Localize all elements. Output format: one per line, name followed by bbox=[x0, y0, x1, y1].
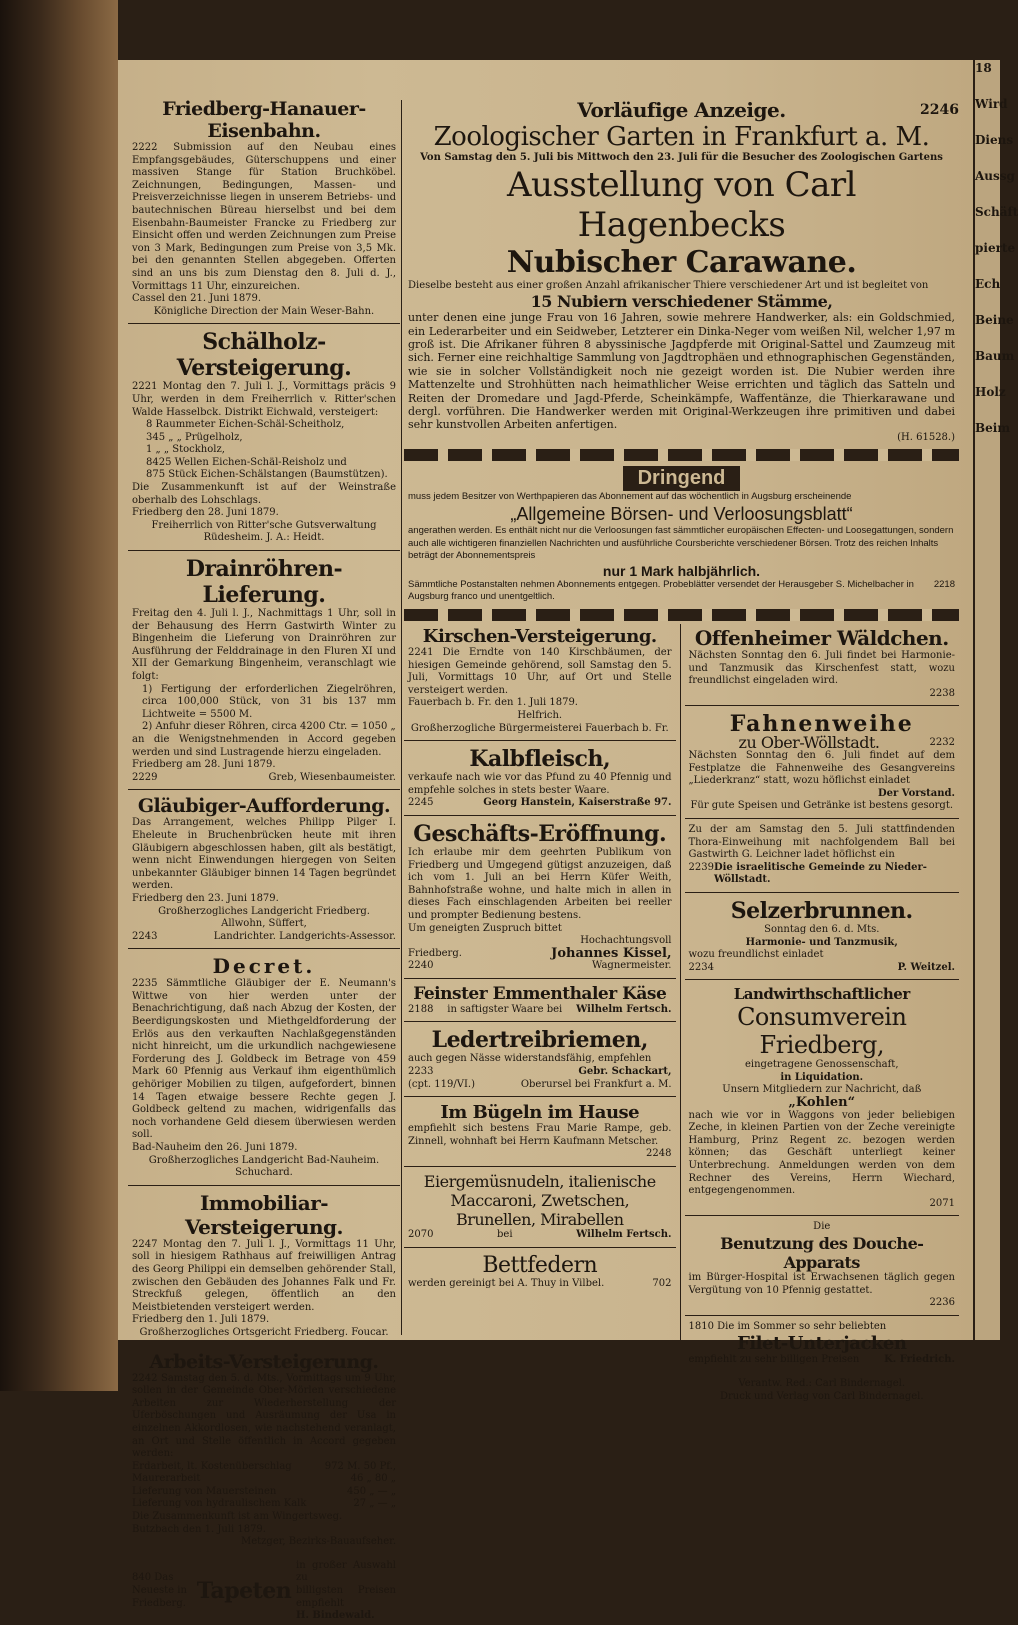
imprint bbox=[685, 1376, 960, 1405]
ad-line: werden gereinigt bei A. Thuy in Vilbel. bbox=[408, 1277, 605, 1289]
ad-title: Geschäfts-Eröffnung. bbox=[413, 820, 667, 847]
cost-label: Maurerarbeit bbox=[132, 1473, 201, 1485]
signature-row bbox=[689, 1354, 956, 1367]
ad-offenheimer bbox=[685, 624, 960, 702]
ad-place: Cassel den 21. Juni 1879. bbox=[132, 293, 262, 305]
signature-row bbox=[689, 962, 956, 975]
ad-tapeten bbox=[128, 1558, 400, 1625]
divider bbox=[404, 1096, 676, 1097]
ad-place: Friedberg den 28. Juni 1879. bbox=[132, 507, 279, 519]
ad-body: empfiehlt sich bestens Frau Marie Rampe, geb. Zinnell, wohnhaft bei Herrn Kaufmann Metscher. bbox=[408, 1123, 672, 1147]
ad-title: Feinster Emmenthaler Käse bbox=[413, 983, 667, 1004]
ad-number: 2218 bbox=[933, 578, 955, 590]
ad-title: Eiergemüsnudeln, italienische bbox=[423, 1172, 656, 1192]
ad-signature: Oberursel bei Frankfurt a. M. bbox=[520, 1078, 672, 1090]
ad-signature: Landrichter. Landgerichts-Assessor. bbox=[213, 930, 396, 942]
ad-pretitle: Vorläufige Anzeige. bbox=[577, 98, 786, 122]
ad-body: nach wie vor in Waggons von jeder beliebigen Zeche, in kleinen Partien von der Zeche vereinigte Hamburg, Prinz Regent zc. bezogen werden können; das Geschäft unterliegt keiner Unterbrechung. Anmeldungen werden von dem Rechner des Vereins, Herrn Wiechard, entgegengenommen. bbox=[688, 1109, 955, 1197]
ad-thora bbox=[685, 822, 960, 889]
ad-selzer bbox=[685, 896, 960, 976]
ad-body: 2247 Montag den 7. Juli l. J., Vormittags 11 Uhr, soll in hiesigem Rathhaus auf freiwilligen Antrag des Georg Philippi ein demselben gehörender Stall, zwischen den Gebäuden des Johannes Falk und Fr. Streckfuß gelegen, öffentlich an den Meistbietenden versteigert werden. bbox=[132, 1238, 396, 1313]
ad-subtitle: zu Ober-Wöllstadt. bbox=[738, 733, 880, 753]
ad-title: Kirschen-Versteigerung. bbox=[422, 626, 657, 647]
adjacent-page-fragment: Baum bbox=[975, 349, 1015, 363]
ad-line: Um geneigten Zuspruch bittet bbox=[408, 922, 562, 934]
imprint-editor: Verantw. Red.: Carl Bindernagel. bbox=[738, 1377, 906, 1389]
list-item: 1) Fertigung der erforderlichen Ziegelröhren, circa 100,000 Stück, von 31 bis 137 mm Lichtweite = 5500 M. bbox=[142, 683, 396, 720]
adjacent-page-fragment: Holz bbox=[975, 385, 1006, 399]
ad-schaelholz bbox=[128, 327, 400, 547]
ad-title: Schälholz-Versteigerung. bbox=[176, 329, 352, 382]
list-item: 8 Raummeter Eichen-Schäl-Scheitholz, bbox=[146, 419, 345, 431]
ad-line: Unsern Mitgliedern zur Nachricht, daß bbox=[722, 1084, 922, 1096]
ad-pretitle: Landwirthschaftlicher bbox=[733, 985, 910, 1004]
ad-line: in Liquidation. bbox=[780, 1071, 864, 1083]
ad-title: Consumverein Friedberg, bbox=[737, 1003, 907, 1060]
ad-glaeubiger bbox=[128, 793, 400, 945]
ad-line: empfiehlt zu sehr billigen Preisen bbox=[688, 1354, 860, 1366]
signature-row bbox=[408, 1278, 672, 1291]
adjacent-page-fragment: Beim bbox=[975, 421, 1011, 435]
sub-column-right bbox=[681, 624, 960, 1405]
signature-row bbox=[408, 579, 955, 604]
ad-signature: Der Vorstand. bbox=[877, 787, 955, 799]
ad-title: Maccaroni, Zwetschen, bbox=[450, 1191, 630, 1211]
ad-title: Kalbfleisch, bbox=[469, 746, 611, 773]
ad-body: 2222 Submission auf den Neubau eines Empfangsgebäudes, Güterschuppens und einer massiven Stange für Station Bruchköbel. Zeichnungen, Bedingungen, Massen- und Preisverzeichnisse liegen in unserem Betriebs- und bautechnischen Büreau hierselbst und bei dem Eisenbahn-Baumeister Francke zu Friedberg zur Einsicht offen und werden Zeichnungen zum Preise von 3 Mark, Bedingungen zum Preise von 3,5 Mk. bei den genannten Stellen abgegeben. Offerten sind an uns bis zum Dienstag den 8. Juli d. J., Vormittags 11 Uhr, einzureichen. bbox=[132, 142, 396, 292]
book-binding bbox=[0, 0, 118, 1391]
ad-place: Bad-Nauheim den 26. Juni 1879. bbox=[132, 1142, 298, 1153]
signature-row bbox=[408, 945, 672, 961]
signature-row bbox=[689, 862, 956, 887]
list-item: 8425 Wellen Eichen-Schäl-Reisholz und bbox=[146, 456, 347, 468]
left-column bbox=[128, 96, 400, 1625]
ad-title: Bettfedern bbox=[482, 1252, 598, 1278]
ad-line: billigsten Preisen empfiehlt bbox=[296, 1585, 396, 1609]
ad-signature: Großherzogliches Landgericht Bad-Nauheim. Schuchard. bbox=[148, 1154, 380, 1179]
ad-kaese bbox=[404, 982, 676, 1019]
ad-body: muss jedem Besitzer von Werthpapieren das Abonnement auf das wöchentlich in Augsburg erscheinende bbox=[408, 491, 852, 503]
ad-immobiliar bbox=[128, 1189, 400, 1342]
ad-body: Für gute Speisen und Getränke ist bestens gesorgt. bbox=[690, 800, 954, 812]
signature-row bbox=[408, 1229, 672, 1242]
column-rule bbox=[401, 100, 402, 1335]
cost-row bbox=[132, 1486, 396, 1499]
ad-title2: Ausstellung von Carl Hagenbecks bbox=[506, 164, 857, 245]
ad-suffix bbox=[296, 1560, 396, 1623]
divider bbox=[685, 979, 960, 980]
ad-signature: Freiherrlich von Ritter'sche Gutsverwaltung Rüdesheim. J. A.: Heidt. bbox=[151, 519, 377, 544]
title-row bbox=[689, 733, 956, 753]
ad-body: Nächsten Sonntag den 6. Juli findet bei Harmonie- und Tanzmusik das Kirschenfest statt, wozu freundlichst eingeladen wird. bbox=[688, 650, 955, 687]
ad-body: an die Wenigstnehmenden in Accord gegeben werden und sind Lustragende hierzu eingeladen. bbox=[132, 733, 396, 758]
ad-title3: Nubischer Carawane. bbox=[506, 244, 857, 280]
ad-line: Hochachtungsvoll bbox=[580, 935, 672, 947]
ad-title: Offenheimer Wäldchen. bbox=[694, 626, 949, 650]
ad-body: Dieselbe besteht aus einer großen Anzahl afrikanischer Thiere verschiedener Art und ist begleitet von bbox=[408, 279, 929, 291]
divider bbox=[128, 948, 400, 949]
ad-number: 2229 bbox=[132, 771, 158, 783]
ad-line: in saftigster Waare bei bbox=[447, 1003, 563, 1015]
ad-number: 2238 bbox=[929, 687, 955, 699]
ad-signature: Königliche Direction der Main Weser-Bahn. bbox=[153, 305, 375, 317]
ad-body: angerathen werden. Es enthält nicht nur die Verloosungen fast sämmtlicher europäischen Effecten- und Loosegattungen, sondern auch alle wichtigeren finanziellen Nachrichten und ausführliche Coursberichte verschiedener Börsen. Trotz des reichen Inhalts beträgt der Abonnementspreis bbox=[408, 525, 954, 562]
cost-value: 27 „ — „ bbox=[353, 1498, 396, 1510]
ad-title: Arbeits-Versteigerung. bbox=[149, 1350, 379, 1373]
ad-number: 2245 bbox=[408, 797, 434, 809]
newspaper-page bbox=[118, 60, 973, 1622]
ad-title: Benutzung des Douche-Apparats bbox=[720, 1234, 924, 1272]
ad-signature: Wilhelm Fertsch. bbox=[576, 1003, 672, 1015]
ad-consumverein bbox=[685, 983, 960, 1212]
ad-title: Selzerbrunnen. bbox=[730, 897, 913, 924]
ad-number: 2240 bbox=[408, 960, 434, 972]
ad-signature: Wagnermeister. bbox=[592, 960, 672, 972]
ad-body: 2235 Sämmtliche Gläubiger der E. Neumann's Wittwe von hier werden unter der Benachrichtigung, daß nach Abzug der Kosten, der Beerdigungskosten und Miethgeldforderung der Erlös aus den verkauften Nachlaßgegenständen nicht hinreicht, um die urkundlich nachgewiesene Forderung des J. Goldbeck im Betrage von 459 Mark 60 Pfennig aus Verkauf ihm eigenthümlich gehöriger Mobilien zu tilgen, aufgefordert, binnen 14 Tagen etwaige bessere Rechte gegen J. Goldbeck geltend zu machen, widrigenfalls das noch vorhandene Geld diesem überwiesen werden soll. bbox=[132, 978, 396, 1141]
ad-body: Zu der am Samstag den 5. Juli stattfindenden Thora-Einweihung mit nachfolgendem Ball bei Gastwirth G. Leichner ladet höflichst ein bbox=[688, 823, 955, 861]
ad-place: Fauerbach b. Fr. den 1. Juli 1879. bbox=[408, 697, 578, 709]
ad-number: 2188 bbox=[408, 1003, 434, 1015]
signature-row bbox=[408, 1079, 672, 1092]
ad-fahnenweihe bbox=[685, 709, 960, 815]
ad-title: Brunellen, Mirabellen bbox=[455, 1210, 624, 1230]
adjacent-page-edge bbox=[975, 60, 1018, 1340]
cost-value: 972 M. 50 Pf., bbox=[324, 1460, 396, 1472]
ad-pretitle: Die bbox=[813, 1221, 831, 1233]
ad-place: Friedberg am 28. Juni 1879. bbox=[132, 759, 276, 771]
ad-line: Sonntag den 6. d. Mts. bbox=[764, 923, 880, 935]
ad-signature: Großherzogliches Ortsgericht Friedberg. Foucar. bbox=[139, 1326, 389, 1338]
ad-signature: Großherzogliches Landgericht Friedberg. bbox=[158, 905, 370, 917]
signature-row bbox=[132, 931, 396, 944]
signature-row bbox=[132, 772, 396, 785]
ad-line: in großer Auswahl zu bbox=[296, 1559, 396, 1584]
ad-signature: P. Weitzel. bbox=[897, 961, 955, 973]
ad-body: Sämmtliche Postanstalten nehmen Abonnements entgegen. Probeblätter versendet der Herausgeber S. Michelbacher in Augsburg franco und unentgeltlich. bbox=[408, 578, 914, 603]
ad-number: 2234 bbox=[688, 961, 714, 973]
imprint-publisher: Druck und Verlag von Carl Bindernagel. bbox=[719, 1390, 924, 1402]
ad-code: (H. 61528.) bbox=[897, 431, 955, 443]
ad-body: Ich erlaube mir dem geehrten Publikum von Friedberg und Umgegend gütigst anzuzeigen, daß ich vom 1. Juli an bei Herrn Küfer Weith, Bahnhofstraße wohne, und halte mich in allen in dieses Fach einschlagenden Arbeiten bei reeller und prompter Bedienung bestens. bbox=[408, 846, 672, 921]
ad-signature: Großherzogliche Bürgermeisterei Fauerbach b. Fr. bbox=[410, 722, 669, 734]
divider bbox=[685, 1215, 960, 1216]
ad-signature: K. Friedrich. bbox=[884, 1354, 955, 1366]
adjacent-page-fragment: Diens bbox=[975, 133, 1014, 147]
adjacent-page-fragment: Schäft bbox=[975, 205, 1018, 219]
ad-number: 702 bbox=[652, 1277, 672, 1289]
ad-title: Dringend bbox=[623, 466, 741, 491]
ad-place: Friedberg. bbox=[132, 1597, 186, 1609]
ad-number: 2233 bbox=[408, 1066, 434, 1078]
divider bbox=[685, 818, 960, 819]
ad-body: Die Zusammenkunft ist am Wingertsweg. bbox=[132, 1511, 343, 1523]
cost-label: Lieferung von hydraulischem Kalk bbox=[132, 1498, 307, 1510]
ad-signature: Greb, Wiesenbaumeister. bbox=[268, 771, 396, 783]
list-item: 875 Stück Eichen-Schälstangen (Baumstützen). bbox=[146, 469, 388, 481]
ad-price: nur 1 Mark halbjährlich. bbox=[602, 562, 761, 579]
ad-douche bbox=[685, 1219, 960, 1311]
divider bbox=[128, 1345, 400, 1346]
ad-line: auch gegen Nässe widerstandsfähig, empfehlen bbox=[408, 1053, 652, 1065]
ad-highlight: 15 Nubiern verschiedener Stämme, bbox=[530, 292, 833, 312]
ad-title: Tapeten bbox=[196, 1578, 292, 1605]
right-column bbox=[404, 96, 959, 1405]
cost-value: 46 „ 80 „ bbox=[350, 1473, 396, 1485]
ad-drainroehren bbox=[128, 554, 400, 786]
ad-number: 2243 bbox=[132, 930, 158, 942]
cost-row bbox=[132, 1473, 396, 1486]
adjacent-page-fragment: 18 bbox=[975, 61, 992, 75]
ad-line: bei bbox=[497, 1229, 513, 1241]
ad-title: Filet-Unterjacken bbox=[737, 1333, 907, 1355]
divider bbox=[128, 323, 400, 324]
adjacent-page-fragment: Aussg bbox=[975, 169, 1015, 183]
ad-line: Harmonie- und Tanzmusik, bbox=[745, 936, 898, 948]
ad-title: Drainröhren-Lieferung. bbox=[185, 556, 343, 609]
sub-columns bbox=[404, 624, 959, 1405]
ad-body: verkaufe nach wie vor das Pfund zu 40 Pfennig und empfehle solches in stets bester Waare. bbox=[408, 772, 672, 796]
ad-line: eingetragene Genossenschaft, bbox=[744, 1059, 899, 1071]
divider bbox=[128, 1554, 400, 1555]
divider bbox=[404, 1247, 676, 1248]
ad-kalbfleisch bbox=[404, 744, 676, 812]
ad-geschaeft bbox=[404, 819, 676, 975]
ad-title: Gläubiger-Aufforderung. bbox=[137, 795, 391, 818]
adjacent-page-fragment: Beine bbox=[975, 313, 1014, 327]
divider bbox=[128, 789, 400, 790]
ad-body: Die Zusammenkunft ist auf der Weinstraße oberhalb des Lohschlags. bbox=[132, 482, 396, 506]
ad-name: „Allgemeine Börsen- und Verloosungsblatt“ bbox=[510, 504, 853, 525]
ad-signature: Wilhelm Fertsch. bbox=[576, 1229, 672, 1241]
ad-line: „Kohlen“ bbox=[788, 1095, 856, 1111]
divider bbox=[685, 705, 960, 706]
ad-signature: Die israelitische Gemeinde zu Nieder-Wöllstadt. bbox=[713, 861, 927, 886]
ad-filet bbox=[685, 1319, 960, 1369]
ad-prefix bbox=[132, 1572, 192, 1610]
ad-title: Friedberg-Hanauer-Eisenbahn. bbox=[162, 98, 366, 142]
ad-zoo bbox=[404, 96, 959, 446]
adjacent-page-fragment: Ech bbox=[975, 277, 1001, 291]
signature-row bbox=[408, 960, 672, 973]
ad-number: 2232 bbox=[929, 737, 955, 749]
divider bbox=[404, 815, 676, 816]
divider bbox=[685, 1372, 960, 1373]
ad-title: Fahnenweihe bbox=[729, 711, 914, 738]
ad-leder bbox=[404, 1025, 676, 1093]
ad-number: 2070 bbox=[408, 1229, 434, 1241]
list-item: 2) Anfuhr dieser Röhren, circa 4200 Ctr. = 1050 „ bbox=[142, 721, 396, 733]
ad-signature: Johannes Kissel, bbox=[551, 945, 672, 961]
ad-bettfedern bbox=[404, 1251, 676, 1293]
ad-body: 2221 Montag den 7. Juli l. J., Vormittags präcis 9 Uhr, werden in dem Freiherrlich v. Ritter'schen Walde Hasselbck. Distrikt Eichwald, versteigert: bbox=[132, 381, 396, 418]
banner-border bbox=[404, 449, 959, 461]
signature-row bbox=[408, 1004, 672, 1017]
ad-line: 1810 Die im Sommer so sehr beliebten bbox=[688, 1320, 887, 1332]
ad-boersenblatt bbox=[404, 464, 959, 606]
ad-title: Immobiliar-Versteigerung. bbox=[184, 1190, 344, 1239]
divider bbox=[685, 892, 960, 893]
ad-body: Das Arrangement, welches Philipp Pilger I. Eheleute in Bruchenbrücken heute mit ihren Gläubigern abgeschlossen haben, gilt als bestätigt, wenn nicht Einwendungen hiergegen von Seiten unbekannter Gläubiger binnen 14 Tagen begründet werden. bbox=[132, 817, 396, 892]
ad-title: Im Bügeln im Hause bbox=[440, 1102, 640, 1124]
ad-line: Neueste in bbox=[132, 1585, 187, 1597]
ad-body: 2242 Samstag den 5. d. Mts., Vormittags um 9 Uhr, sollen in der Gemeinde Ober-Mörlen verschiedene Arbeiten zur Wiederherstellung der Uferböschungen und Ausräumung der Usa in einzelnen Akkordlosen, wie nachstehend veranlagt, an Ort und Stelle öffentlich in Accord gegeben werden: bbox=[132, 1372, 396, 1460]
signature-row bbox=[408, 1066, 672, 1079]
adjacent-page-fragment: pierte bbox=[975, 241, 1016, 255]
ad-line: wozu freundlichst einladet bbox=[688, 949, 824, 961]
ad-eisenbahn bbox=[128, 96, 400, 320]
ad-nudeln bbox=[404, 1170, 676, 1244]
ad-signature: H. Bindewald. bbox=[296, 1610, 375, 1622]
ad-decret bbox=[128, 952, 400, 1182]
ad-title: Zoologischer Garten in Frankfurt a. M. bbox=[433, 122, 930, 152]
ad-signature: Georg Hanstein, Kaiserstraße 97. bbox=[483, 797, 672, 809]
ad-body: 2241 Die Erndte von 140 Kirschbäumen, der hiesigen Gemeinde gehörend, soll Samstag den 5. Juli, Vormittags 10 Uhr, auf Ort und Stelle versteigert werden. bbox=[408, 647, 672, 696]
ad-arbeits bbox=[128, 1349, 400, 1551]
divider bbox=[404, 740, 676, 741]
cost-value: 450 „ — „ bbox=[347, 1485, 396, 1497]
ad-place: Butzbach den 1. Juli 1879. bbox=[132, 1523, 266, 1535]
ad-place: Friedberg den 1. Juli 1879. bbox=[132, 1314, 270, 1326]
ad-title: Ledertreibriemen, bbox=[431, 1027, 648, 1054]
ad-number: 2236 bbox=[929, 1297, 955, 1309]
ad-signature: Metzger, Bezirks-Bauaufseher. bbox=[240, 1536, 396, 1548]
divider bbox=[404, 1021, 676, 1022]
banner-border bbox=[404, 609, 959, 621]
ad-signature: Gebr. Schackart, bbox=[578, 1066, 672, 1078]
cost-row bbox=[132, 1498, 396, 1511]
ad-place: Friedberg den 23. Juni 1879. bbox=[132, 892, 279, 904]
ad-number: 840 Das bbox=[132, 1572, 174, 1584]
ad-code: (cpt. 119/VI.) bbox=[408, 1078, 475, 1090]
ad-signature: Allwohn, Süffert, bbox=[221, 918, 307, 930]
ad-place: Friedberg. bbox=[408, 947, 462, 959]
ad-body: Freitag den 4. Juli l. J., Nachmittags 1 Uhr, soll in der Behausung des Herrn Gastwirth Winter zu Bingenheim die Lieferung von Drainröhren zur Ausführung der Felddrainage in den Fluren XI und XII der Gemarkung Bingenheim, veranschlagt wie folgt: bbox=[132, 608, 396, 682]
list-item: 345 „ „ Prügelholz, bbox=[146, 431, 243, 443]
ad-number: 2248 bbox=[646, 1148, 672, 1160]
divider bbox=[128, 1185, 400, 1186]
divider bbox=[685, 1315, 960, 1316]
ad-title: Decret. bbox=[212, 954, 316, 979]
cost-label: Lieferung von Mauersteinen bbox=[132, 1485, 277, 1497]
ad-number: 2071 bbox=[929, 1197, 955, 1209]
page-number: 2246 bbox=[920, 102, 959, 118]
ad-dates: Von Samstag den 5. Juli bis Mittwoch den 23. Juli für die Besucher des Zoologischen Gartens bbox=[420, 152, 943, 163]
ad-number: 2239 bbox=[688, 861, 714, 873]
ad-buegeln bbox=[404, 1100, 676, 1163]
ad-body: unter denen eine junge Frau von 16 Jahren, sowie mehrere Handwerker, als: ein Goldschmied, ein Lederarbeiter und ein Seidweber, Letzterer ein Dinka-Neger vom weißen Nil, welcher 1,97 m groß ist. Die Afrikaner führen 8 abyssinische Jagdpferde mit Original-Sattel und Zaumzeug mit sich. Ferner eine reichhaltige Sammlung von Jagdtrophäen und ethnographischen Gegenständen, wie sie in solcher Vollständigkeit noch nie gezeigt worden ist. Die Nubier werden ihre Mattenzelte und Strohhütten nach heimathlicher Weise errichten und täglich das Satteln und Reiten der Dromedare und Jagd-Pferde, Scheinkämpfe, Waffentänze, die Thierkarawane und dergl. vorführen. Die Handwerker werden mit Original-Werkzeugen ihre primitiven und dabei sehr kunstvollen Arbeiten anfertigen. bbox=[408, 311, 955, 432]
list-item: 1 „ „ Stockholz, bbox=[146, 444, 225, 456]
cost-row bbox=[132, 1461, 396, 1474]
ad-body: Nächsten Sonntag den 6. Juli findet auf dem Festplatze die Fahnenweihe des Gesangvereins „Liederkranz“ statt, wozu höflichst einladet bbox=[688, 749, 955, 787]
ad-kirschen bbox=[404, 624, 676, 737]
ad-body: im Bürger-Hospital ist Erwachsenen täglich gegen Vergütung von 10 Pfennig gestattet. bbox=[688, 1272, 955, 1296]
divider bbox=[128, 550, 400, 551]
divider bbox=[404, 1166, 676, 1167]
cost-label: Erdarbeit, lt. Kostenüberschlag bbox=[132, 1460, 292, 1472]
adjacent-page-fragment: Wird bbox=[975, 97, 1008, 111]
divider bbox=[404, 978, 676, 979]
ad-signature: Helfrich. bbox=[517, 709, 563, 721]
signature-row bbox=[408, 797, 672, 810]
sub-column-left bbox=[404, 624, 681, 1405]
